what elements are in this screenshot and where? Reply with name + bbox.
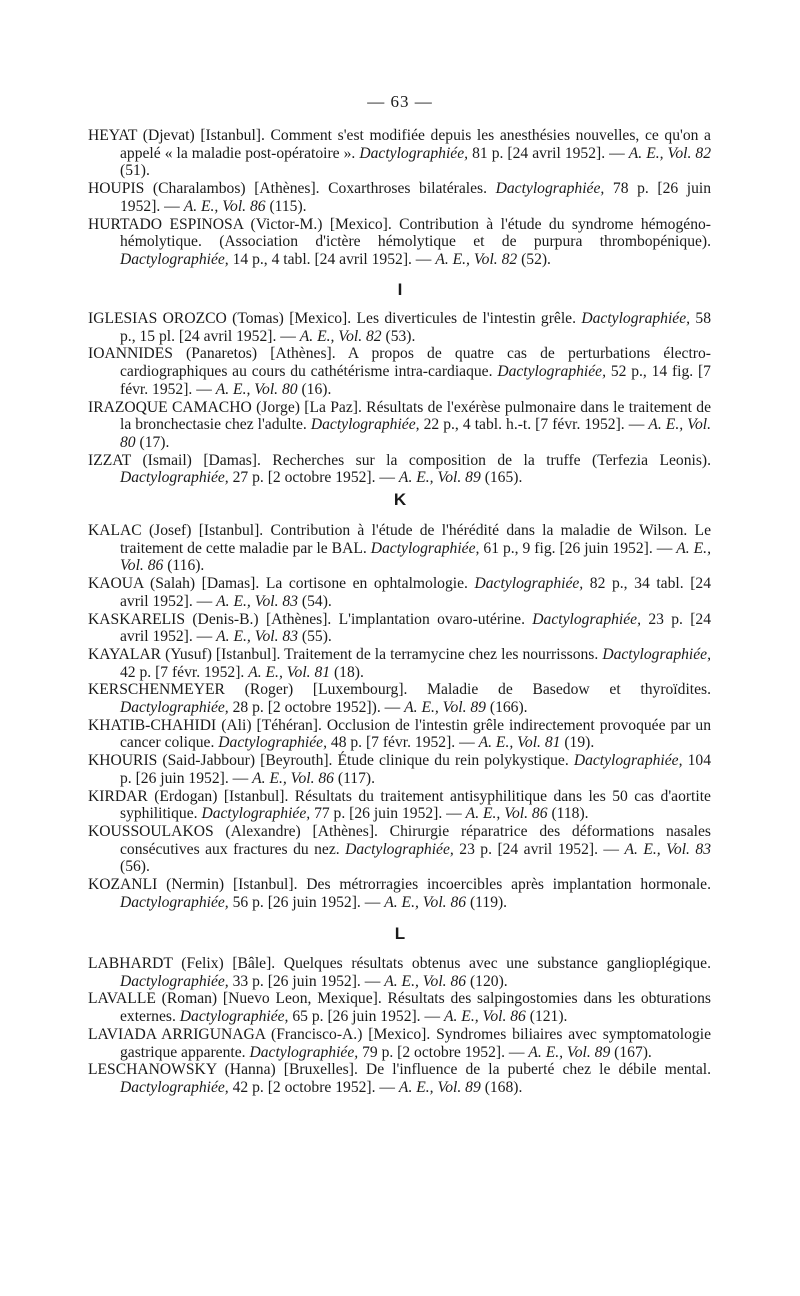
- entry-number: (16).: [301, 380, 332, 398]
- entry-number: (18).: [333, 663, 364, 681]
- entry-ref: A. E., Vol. 86: [384, 972, 467, 990]
- entry-name: KOZANLI: [88, 876, 158, 894]
- entry-text: [Mexico]. Syndromes biliaires avec symptomatologie gastrique apparente.: [120, 1025, 711, 1061]
- entry-journal: Dactylographiée,: [120, 469, 229, 487]
- entry-name: HOUPIS: [88, 180, 145, 198]
- entry-ref: A. E., Vol. 86: [443, 1008, 526, 1026]
- entries-block-l: [88, 955, 711, 1097]
- entry-journal: Dactylographiée,: [120, 893, 229, 911]
- entry-text: [Nuevo Leon, Mexique]. Résultats des salpingostomies dans les obturations externes.: [120, 990, 711, 1026]
- entry-first-name: (Yusuf): [165, 645, 212, 663]
- entry-number: (51).: [120, 162, 150, 180]
- entry-first-name: (Francisco-A.): [271, 1025, 363, 1043]
- entry-details: 56 p. [26 juin 1952]. —: [232, 893, 381, 911]
- bibliography-entry: [88, 216, 711, 269]
- page-number: — 63 —: [367, 92, 433, 111]
- entry-journal: Dactylographiée,: [179, 1008, 289, 1026]
- entry-details: 81 p. [24 avril 1952]. —: [472, 144, 625, 162]
- bibliography-entry: [88, 717, 711, 752]
- entry-name: IGLESIAS OROZCO: [88, 310, 227, 327]
- entry-journal: Dactylographiée,: [345, 840, 454, 858]
- entry-number: (52).: [521, 250, 551, 268]
- entry-name: KHOURIS: [88, 752, 158, 770]
- entry-journal: Dactylographiée,: [120, 972, 229, 990]
- entry-number: (165).: [484, 469, 523, 487]
- entry-ref: A. E., Vol. 80: [120, 416, 711, 451]
- entries-block-i: [88, 310, 711, 487]
- entry-journal: Dactylographiée,: [573, 752, 683, 770]
- bibliography-entry: [88, 127, 711, 180]
- entry-first-name: (Hanna): [224, 1061, 276, 1079]
- bibliography-entry: [88, 955, 711, 990]
- entry-text: [Luxembourg]. Maladie de Basedow et thyroïdites.: [312, 681, 711, 699]
- entry-name: KERSCHENMEYER: [88, 681, 225, 699]
- entry-ref: A. E., Vol. 86: [252, 769, 334, 787]
- bibliography-entry: [88, 522, 711, 575]
- entry-number: (118).: [551, 805, 589, 823]
- entry-text: [Téhéran]. Occlusion de l'intestin grêle indirectement provoquée par un cancer colique.: [120, 716, 712, 752]
- entry-ref: A. E., Vol. 81: [478, 734, 561, 752]
- entry-first-name: (Ismail): [142, 451, 192, 469]
- entry-ref: A. E., Vol. 86: [465, 805, 548, 823]
- entry-name: IRAZOQUE CAMACHO: [88, 398, 252, 416]
- entry-first-name: (Erdogan): [154, 787, 218, 805]
- entry-details: 52 p., 14 fig. [7 févr. 1952]. —: [120, 363, 711, 398]
- entry-number: (121).: [529, 1008, 568, 1026]
- bibliography-entry: [88, 345, 711, 398]
- entry-journal: Dactylographiée,: [249, 1043, 359, 1061]
- entry-text: [Damas]. Recherches sur la composition de la truffe (Terfezia Leonis).: [203, 451, 712, 469]
- bibliography-entry: [88, 876, 711, 911]
- entry-first-name: (Roman): [161, 990, 218, 1008]
- entry-first-name: (Victor-M.): [250, 215, 323, 233]
- entry-first-name: (Charalambos): [152, 180, 246, 198]
- entry-journal: Dactylographiée,: [359, 144, 469, 162]
- entry-name: KASKARELIS: [88, 610, 186, 628]
- entry-ref: A. E., Vol. 81: [248, 663, 331, 681]
- entry-ref: A. E., Vol. 89: [404, 699, 486, 717]
- entry-journal: Dactylographiée,: [120, 699, 229, 717]
- entry-details: 33 p. [26 juin 1952]. —: [232, 972, 381, 990]
- entry-ref: A. E., Vol. 86: [183, 197, 266, 215]
- bibliography-entry: [88, 180, 711, 215]
- entry-ref: A. E., Vol. 82: [435, 250, 518, 268]
- entry-journal: Dactylographiée,: [497, 363, 607, 381]
- entry-first-name: (Denis-B.): [192, 610, 259, 628]
- entry-name: KAYALAR: [88, 645, 162, 663]
- entry-details: 77 p. [26 juin 1952]. —: [314, 805, 462, 823]
- bibliography-entry: [88, 681, 711, 716]
- entry-details: 27 p. [2 octobre 1952]. —: [232, 469, 396, 487]
- entry-text: [Athènes]. Chirurgie réparatrice des déformations nasales consécutives aux fractures du nez.: [120, 822, 711, 858]
- entry-details: 58 p., 15 pl. [24 avril 1952]. —: [120, 310, 711, 345]
- entry-name: KALAC: [88, 522, 142, 539]
- entry-ref: A. E., Vol. 86: [384, 893, 467, 911]
- bibliography-entry: [88, 611, 711, 646]
- entry-name: HEYAT: [88, 127, 138, 144]
- entry-number: (166).: [489, 699, 528, 717]
- entry-journal: Dactylographiée,: [120, 250, 229, 268]
- entry-text: [Istanbul]. Résultats du traitement antisyphilitique dans les 50 cas d'aortite syphilitique.: [120, 787, 711, 823]
- entry-details: 48 p. [7 févr. 1952]. —: [330, 734, 475, 752]
- entry-ref: A. E., Vol. 82: [299, 327, 382, 345]
- entry-details: 14 p., 4 tabl. [24 avril 1952]. —: [232, 250, 432, 268]
- entry-details: 28 p. [2 octobre 1952]). —: [232, 699, 401, 717]
- entry-text: [Istanbul]. Contribution à l'étude de l'hérédité dans la maladie de Wilson. Le traitement de cette maladie par le BAL.: [120, 522, 711, 557]
- entry-journal: Dactylographiée,: [474, 575, 584, 593]
- entry-text: [Istanbul]. Comment s'est modifiée depuis les anesthésies nouvelles, ce qu'on a appelé « la maladie post-opératoire ».: [120, 127, 711, 162]
- entry-first-name: (Salah): [150, 575, 196, 593]
- entry-ref: A. E., Vol. 86: [120, 539, 711, 575]
- bibliography-entry: [88, 1061, 711, 1096]
- entry-number: (19).: [564, 734, 595, 752]
- entry-journal: Dactylographiée,: [310, 416, 420, 434]
- entry-ref: A. E., Vol. 89: [528, 1043, 611, 1061]
- bibliography-entry: [88, 646, 711, 681]
- entry-text: [Bâle]. Quelques résultats obtenus avec une substance ganglioplégique.: [232, 955, 711, 972]
- entry-number: (168).: [484, 1078, 523, 1096]
- entry-ref: A. E., Vol. 83: [216, 592, 299, 610]
- entry-first-name: (Jorge): [256, 398, 300, 416]
- bibliography-entry: [88, 452, 711, 487]
- entries-block-k: [88, 522, 711, 911]
- entry-number: (55).: [301, 628, 332, 646]
- entry-text: [Mexico]. Les diverticules de l'intestin grêle.: [289, 310, 576, 327]
- entry-details: 61 p., 9 fig. [26 juin 1952]. —: [483, 539, 673, 557]
- entry-journal: Dactylographiée,: [120, 1078, 229, 1096]
- entry-name: HURTADO ESPINOSA: [88, 215, 244, 233]
- entry-text: [Bruxelles]. De l'influence de la puberté chez le débile mental.: [283, 1061, 711, 1079]
- entry-name: KOUSSOULAKOS: [88, 822, 214, 840]
- bibliography-entry: [88, 1026, 711, 1061]
- entry-ref: A. E., Vol. 82: [628, 144, 711, 162]
- entry-first-name: (Ali): [221, 716, 252, 734]
- bibliography-entry: [88, 752, 711, 787]
- entry-journal: Dactylographiée,: [495, 180, 605, 198]
- entry-ref: A. E., Vol. 89: [398, 1078, 481, 1096]
- entry-text: [Athènes]. L'implantation ovaro-utérine.: [265, 610, 525, 628]
- entries-block-h: [88, 127, 711, 269]
- section-letter-l: L: [394, 924, 406, 943]
- entry-first-name: (Said-Jabbour): [162, 752, 256, 770]
- entry-ref: A. E., Vol. 80: [215, 380, 298, 398]
- section-letter-k: K: [393, 490, 407, 509]
- bibliography-entry: [88, 399, 711, 452]
- entry-text: [Damas]. La cortisone en ophtalmologie.: [201, 575, 468, 593]
- entry-details: 65 p. [26 juin 1952]. —: [292, 1008, 441, 1026]
- entry-number: (56).: [120, 858, 150, 876]
- entry-details: 79 p. [2 octobre 1952]. —: [362, 1043, 525, 1061]
- entry-name: LESCHANOWSKY: [88, 1061, 217, 1079]
- entry-name: LAVALLE: [88, 990, 156, 1008]
- entry-name: KIRDAR: [88, 787, 148, 805]
- entry-text: [Istanbul]. Traitement de la terramycine chez les nourrissons.: [215, 645, 599, 663]
- entry-number: (119).: [469, 893, 508, 911]
- entry-text: [La Paz]. Résultats de l'exérèse pulmonaire dans le traitement de la bronchectasie chez l'adulte.: [120, 398, 711, 434]
- entry-details: 23 p. [24 avril 1952]. —: [459, 840, 620, 858]
- entry-text: [Athènes]. Coxarthroses bilatérales.: [254, 180, 488, 198]
- entry-details: 78 p. [26 juin 1952]. —: [120, 180, 712, 215]
- entry-number: (53).: [385, 327, 416, 345]
- entry-number: (117).: [337, 769, 375, 787]
- entry-ref: A. E., Vol. 83: [624, 840, 711, 858]
- entry-details: 42 p. [7 févr. 1952].: [120, 663, 245, 681]
- entry-first-name: (Djevat): [142, 127, 195, 144]
- entry-journal: Dactylographiée,: [532, 610, 641, 628]
- entry-journal: Dactylographiée,: [370, 539, 480, 557]
- entry-journal: Dactylographiée,: [602, 645, 712, 663]
- entry-first-name: (Nermin): [166, 876, 225, 894]
- entry-name: IZZAT: [88, 451, 132, 469]
- section-letter-i: I: [397, 280, 403, 299]
- entry-text: [Istanbul]. Des métrorragies incoercibles après implantation hormonale.: [232, 876, 711, 894]
- bibliography-entry: [88, 823, 711, 876]
- entry-name: KHATIB-CHAHIDI: [88, 716, 217, 734]
- entry-details: 42 p. [2 octobre 1952]. —: [232, 1078, 396, 1096]
- entry-number: (120).: [469, 972, 508, 990]
- bibliography-entry: [88, 788, 711, 823]
- entry-first-name: (Josef): [148, 522, 192, 539]
- entry-ref: A. E., Vol. 83: [216, 628, 299, 646]
- entry-journal: Dactylographiée,: [201, 805, 311, 823]
- entry-number: (17).: [139, 433, 170, 451]
- entry-number: (116).: [167, 557, 205, 575]
- entry-number: (115).: [269, 197, 307, 215]
- entry-journal: Dactylographiée,: [218, 734, 327, 752]
- entry-ref: A. E., Vol. 89: [398, 469, 481, 487]
- entry-details: 104 p. [26 juin 1952]. —: [120, 752, 711, 787]
- entry-first-name: (Tomas): [232, 310, 284, 327]
- entry-details: 82 p., 34 tabl. [24 avril 1952]. —: [120, 575, 711, 610]
- entry-name: LABHARDT: [88, 955, 173, 972]
- entry-number: (54).: [301, 592, 332, 610]
- entry-details: 22 p., 4 tabl. h.-t. [7 févr. 1952]. —: [423, 416, 645, 434]
- entry-text: [Athènes]. A propos de quatre cas de perturbations électro-cardiographiques au cours du cathétérisme intra-cardiaque.: [120, 345, 711, 381]
- bibliography-entry: [88, 990, 711, 1025]
- entry-number: (167).: [614, 1043, 652, 1061]
- entry-details: 23 p. [24 avril 1952]. —: [120, 610, 711, 646]
- entry-first-name: (Panaretos): [186, 345, 258, 363]
- entry-first-name: (Roger): [244, 681, 294, 699]
- entry-name: IOANNIDES: [88, 345, 173, 363]
- entry-text: [Mexico]. Contribution à l'étude du syndrome hémogéno-hémolytique. (Association d'ictère hémolytique et de purpura thrombopénique).: [120, 215, 711, 251]
- bibliography-entry: [88, 575, 711, 610]
- bibliography-entry: [88, 310, 711, 345]
- entry-name: KAOUA: [88, 575, 144, 593]
- entry-journal: Dactylographiée,: [581, 310, 691, 327]
- entry-first-name: (Felix): [181, 955, 224, 972]
- entry-text: [Beyrouth]. Étude clinique du rein polykystique.: [260, 752, 569, 770]
- entry-name: LAVIADA ARRIGUNAGA: [88, 1025, 266, 1043]
- entry-first-name: (Alexandre): [225, 822, 301, 840]
